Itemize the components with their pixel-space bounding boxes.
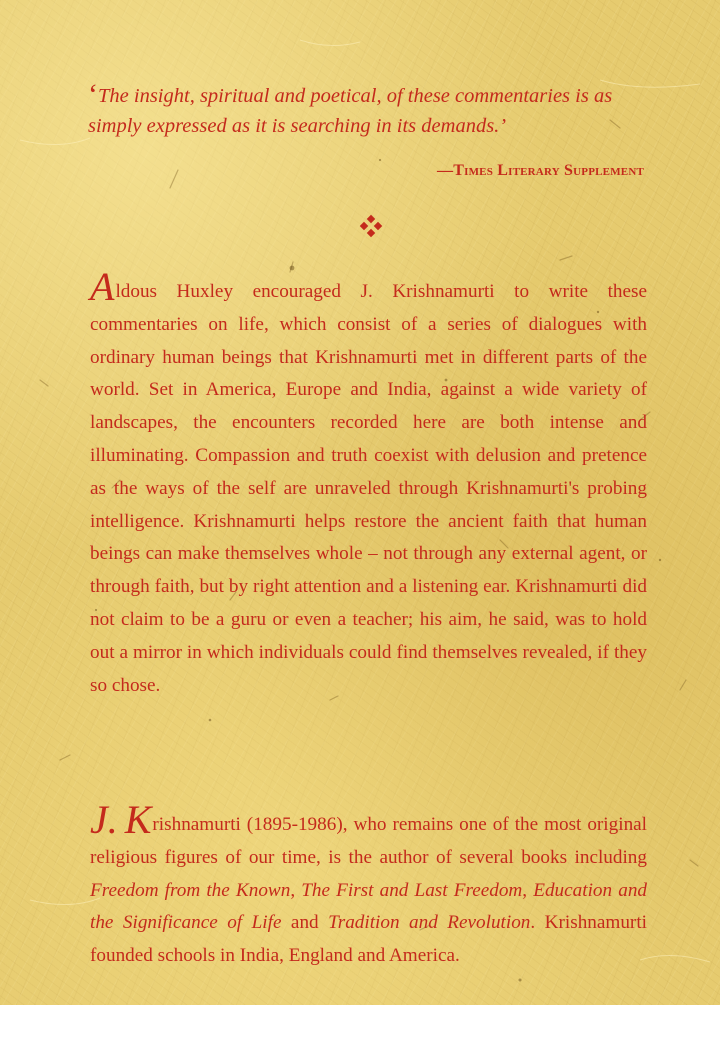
opening-quote-mark: ‘ [88,78,98,111]
book-title-4: Tradition and Revolution [328,912,531,934]
dropcap-initial-j: J. [90,797,118,842]
book-title-1: Freedom from the Known [90,879,291,901]
dropcap-letter: A [90,264,115,309]
review-quote-text: The insight, spiritual and poetical, of these commentaries is as simply expressed as it is searching in its demands.’ [88,85,613,137]
book-title-3: Education and the Significance of Life [90,879,648,934]
bio-outro-text: . Krishnamurti founded schools in India, England and America. [90,912,647,967]
book-title-2: The First and Last Freedom [301,879,523,901]
description-paragraph [90,264,647,702]
bio-separator-2: , [522,879,534,901]
description-text: ldous Huxley encouraged J. Krishnamurti to write these commentaries on life, which consist of a series of dialogues with ordinary human beings that Krishnamurti met in different parts of the world. Set in America, Europe and India, against a wide variety of landscapes, the encounters recorded here are both intense and illuminating. Compassion and truth coexist with delusion and pretence as the ways of the self are unraveled through Krishnamurti's probing intelligence. Krishnamurti helps restore the ancient faith that human beings can make themselves whole – not through any external agent, or through faith, but by right attention and a listening ear. Krishnamurti did not claim to be a guru or even a teacher; his aim, he said, was to hold out a mirror in which individuals could find themselves revealed, if they so chose. [90,281,647,696]
bio-separator-3: and [281,912,329,934]
attribution-source: Times Literary Supplement [453,162,644,179]
bio-separator-1: , [290,879,302,901]
quote-attribution [88,162,644,180]
author-bio-paragraph [90,797,648,973]
bio-intro-text: rishnamurti (1895-1986), who remains one of the most original religious figures of our time, is the author of several books including [90,814,648,868]
four-diamond-ornament-icon [359,214,383,238]
attribution-dash: — [437,162,454,179]
review-quote [88,80,648,141]
dropcap-initial-k: K [124,797,152,842]
